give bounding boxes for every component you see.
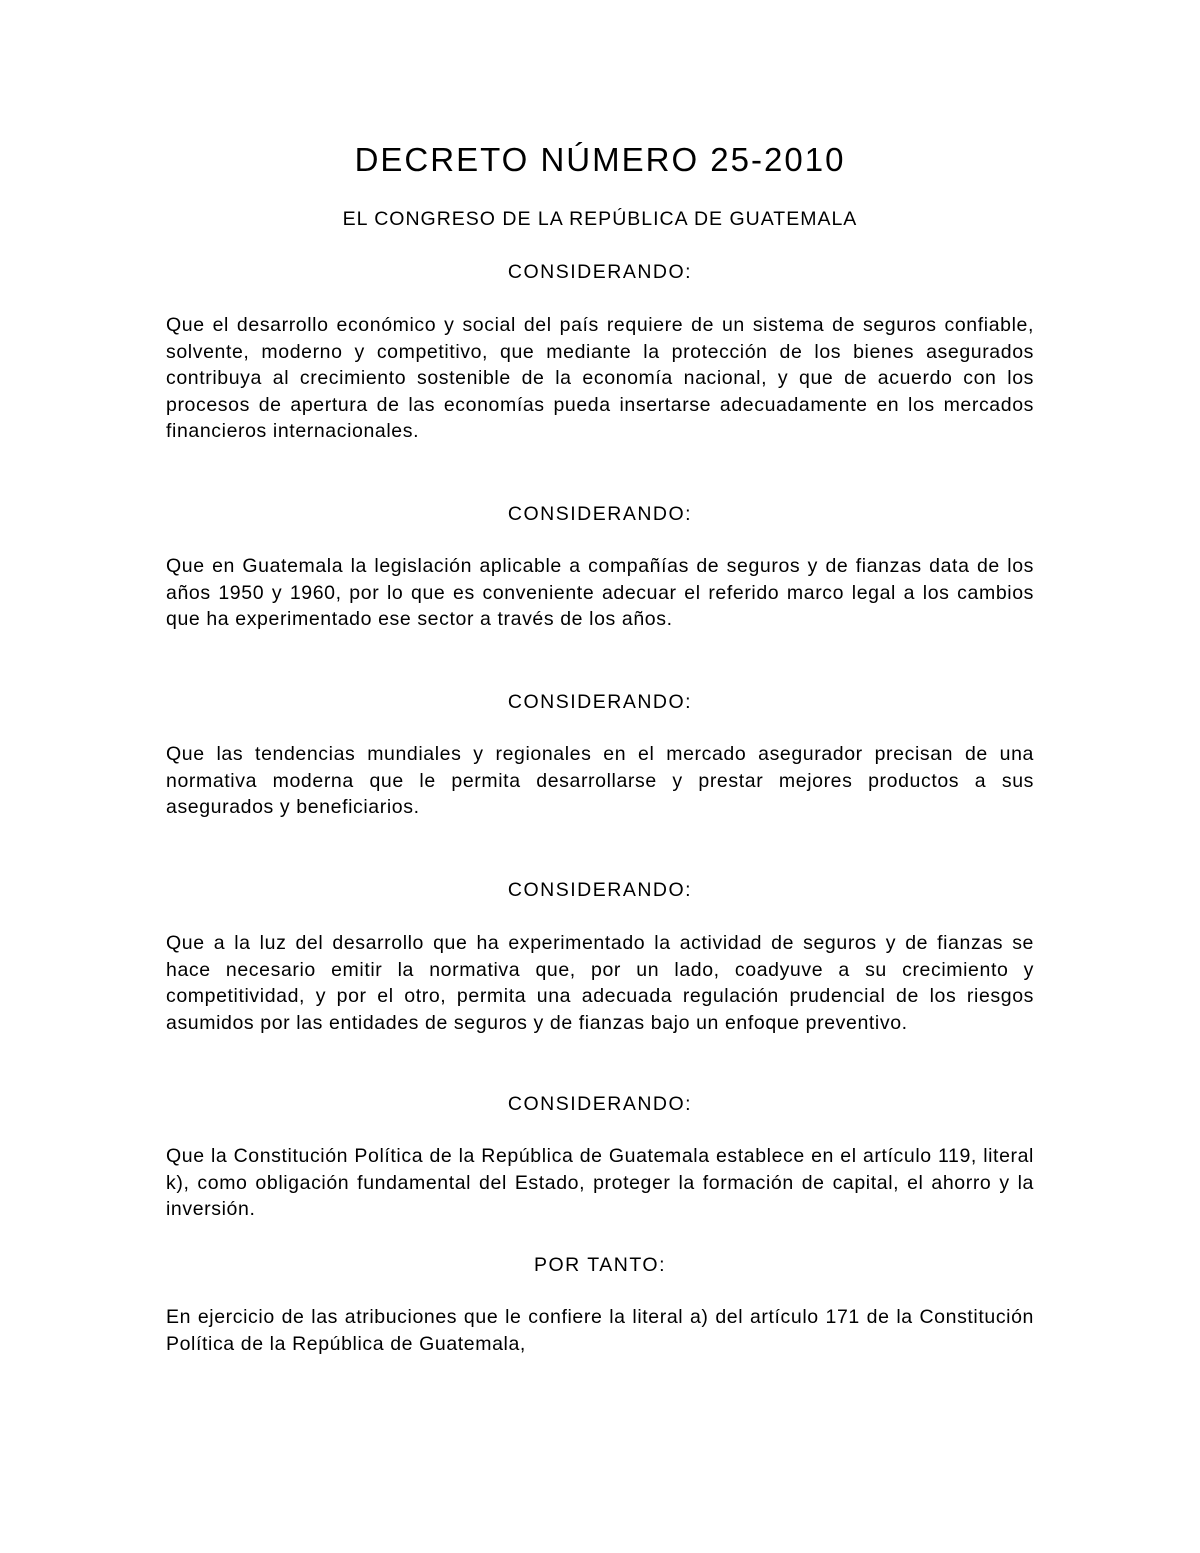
decree-title: DECRETO NÚMERO 25-2010: [354, 141, 846, 178]
section-heading-2: CONSIDERANDO:: [507, 503, 693, 525]
section-text-6: En ejercicio de las atribuciones que le confiere la literal a) del artículo 171 de la Constitución Política de la República de Guatemala,: [166, 1306, 1034, 1355]
section-text-5: Que la Constitución Política de la República de Guatemala establece en el artículo 119, literal k), como obligación fundamental del Estado, proteger la formación de capital, el ahorro y la inversión.: [166, 1145, 1034, 1220]
section-heading-4: CONSIDERANDO:: [507, 879, 693, 901]
section-text-1: Que el desarrollo económico y social del país requiere de un sistema de seguros confiable, solvente, moderno y competitivo, que mediante la protección de los bienes asegurados contribuya al crecimiento sostenible de la economía nacional, y que de acuerdo con los procesos de apertura de las economías pueda insertarse adecuadamente en los mercados financieros internacionales.: [166, 314, 1034, 442]
section-heading-5: CONSIDERANDO:: [507, 1093, 693, 1115]
issuing-body: EL CONGRESO DE LA REPÚBLICA DE GUATEMALA: [342, 208, 858, 230]
section-heading-6: POR TANTO:: [533, 1254, 667, 1276]
section-text-3: Que las tendencias mundiales y regionales en el mercado asegurador precisan de una normativa moderna que le permita desarrollarse y prestar mejores productos a sus asegurados y beneficiarios.: [166, 743, 1034, 818]
section-heading-1: CONSIDERANDO:: [507, 261, 693, 283]
document-page: [166, 0, 1034, 1553]
section-text-4: Que a la luz del desarrollo que ha experimentado la actividad de seguros y de fianzas se hace necesario emitir la normativa que, por un lado, coadyuve a su crecimiento y competitividad, y por el otro, permita una adecuada regulación prudencial de los riesgos asumidos por las entidades de seguros y de fianzas bajo un enfoque preventivo.: [166, 932, 1034, 1034]
section-heading-3: CONSIDERANDO:: [507, 691, 693, 713]
section-text-2: Que en Guatemala la legislación aplicable a compañías de seguros y de fianzas data de los años 1950 y 1960, por lo que es conveniente adecuar el referido marco legal a los cambios que ha experimentado ese sector a través de los años.: [166, 555, 1034, 630]
